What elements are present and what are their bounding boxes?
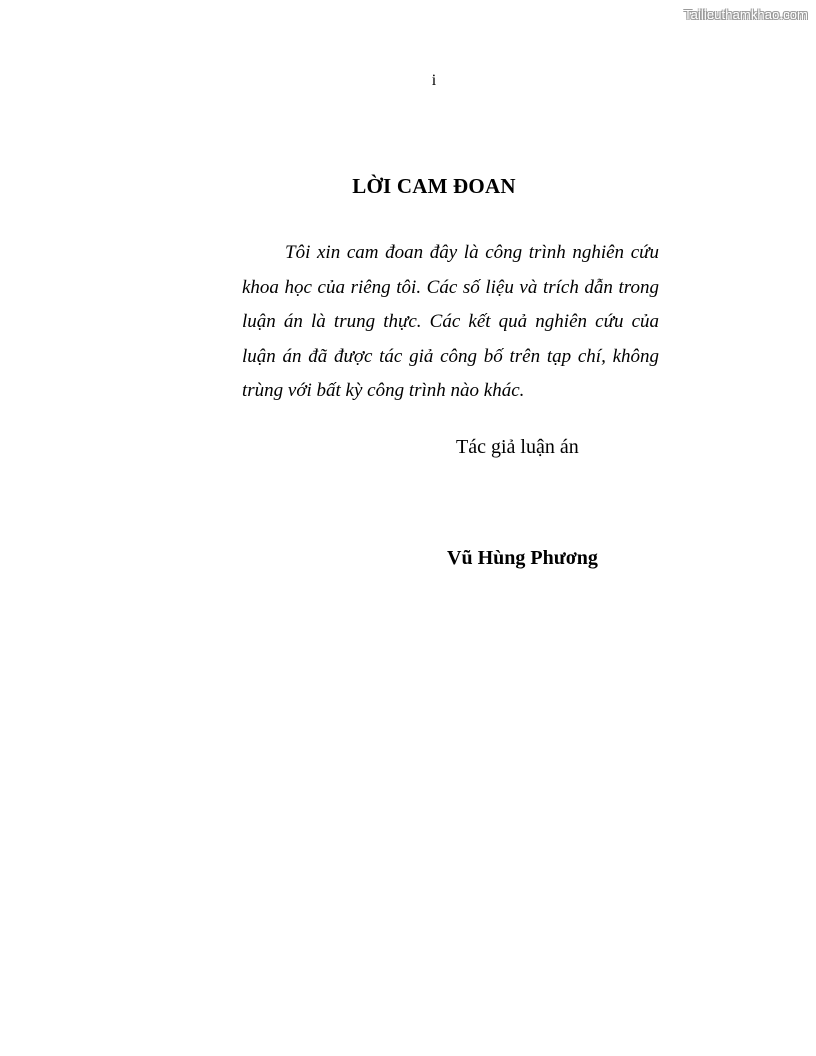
declaration-paragraph: Tôi xin cam đoan đây là công trình nghiên cứu khoa học của riêng tôi. Các số liệu và trích dẫn trong luận án là trung thực. Các kết quả nghiên cứu của luận án đã được tác giả công bố trên tạp chí, không trùng với bất kỳ công trình nào khác. — [242, 242, 659, 401]
watermark-text: Tailieuthamkhao.com — [683, 7, 808, 22]
page-title: LỜI CAM ĐOAN — [352, 174, 516, 198]
author-name: Vũ Hùng Phương — [447, 547, 598, 569]
page-number: i — [431, 72, 437, 89]
author-role-label: Tác giả luận án — [456, 436, 579, 458]
